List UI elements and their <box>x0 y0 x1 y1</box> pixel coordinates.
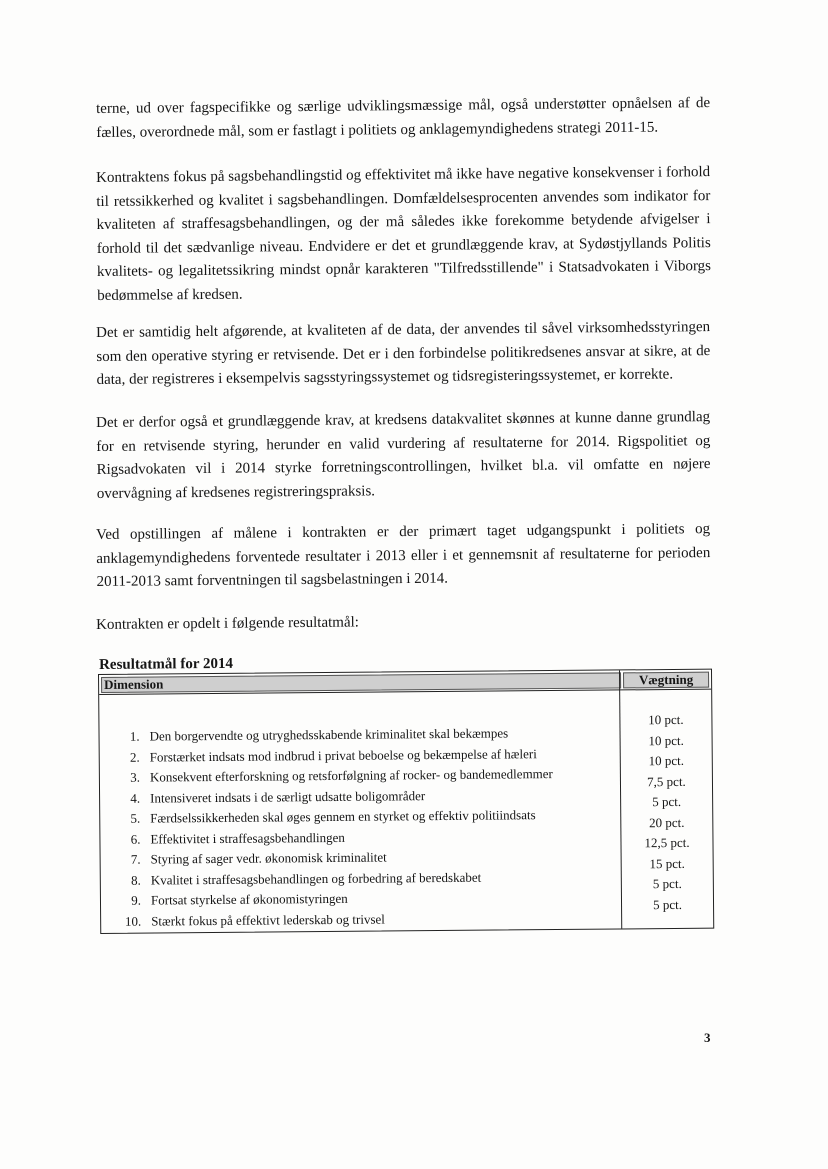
row-label: Færdselssikkerheden skal øges gennem en styrket og effektiv politiindsats <box>150 807 536 826</box>
row-label: Konsekvent efterforskning og retsforfølgning af rocker- og bandemedlemmer <box>149 766 553 785</box>
row-label: Effektivitet i straffesagsbehandlingen <box>150 829 345 847</box>
header-weight: Vægtning <box>623 672 709 689</box>
row-weight: 7,5 pct. <box>647 773 686 789</box>
row-weight: 20 pct. <box>649 814 685 830</box>
row-number: 5. <box>130 810 141 826</box>
row-weight: 5 pct. <box>652 875 682 892</box>
row-weight: 10 pct. <box>648 711 684 728</box>
row-weight: 5 pct. <box>653 896 683 912</box>
row-number: 2. <box>129 749 140 765</box>
row-number: 7. <box>130 851 141 867</box>
row-number: 6. <box>130 831 141 847</box>
row-number: 1. <box>129 728 140 744</box>
row-weight: 5 pct. <box>652 793 682 810</box>
row-label: Stærkt fokus på effektivt lederskab og trivsel <box>151 911 385 929</box>
row-label: Intensiveret indsats i de særligt udsatte boligområder <box>150 787 426 806</box>
paragraph-intro: terne, ud over fagspecifikke og særlige udviklingsmæssige mål, også understøtter opnåelsen af de fælles, overordnede mål, som er fastlagt i politiets og anklagemyndighedens strategi 2011-15. <box>96 95 711 141</box>
row-weight: 10 pct. <box>648 732 684 748</box>
row-label: Fortsat styrkelse af økonomistyringen <box>150 890 348 908</box>
row-weight: 10 pct. <box>648 752 685 769</box>
paragraph-data-quality: Det er samtidig helt afgørende, at kvaliteten af de data, der anvendes til såvel virksomhedsstyringen som den operative styring er retvisende. Det er i den forbindelse politikredsenes ansvar at sikre, at de data, der registreres i eksempelvis sagsstyringssystemet og tidsregisteringssystemet, er korrekte. <box>96 319 711 388</box>
row-label: Den borgervendte og utryghedsskabende kriminalitet skal bekæmpes <box>149 725 509 744</box>
table-title: Resultatmål for 2014 <box>99 655 234 673</box>
row-weight: 12,5 pct. <box>644 834 690 851</box>
weight-list <box>620 710 713 916</box>
paragraph-goal-setting: Ved opstillingen af målene i kontrakten er der primært taget udgangspunkt i politiets og anklagemyndighedens forventede resultater i 2013 eller i et gennemsnit af resultaterne for perioden 2011-2013 samt forventningen til sagsbelastningen i 2014. <box>96 521 711 590</box>
page-number: 3 <box>704 1030 711 1045</box>
header-dimension: Dimension <box>101 672 621 693</box>
row-number: 3. <box>130 769 140 785</box>
paragraph-requirements: Det er derfor også et grundlæggende krav, at kredsens datakvalitet skønnes at kunne danne grundlag for en retvisende styring, herunder en valid vurdering af resultaterne for 2014. Rigspolitiet og Rigsadvokaten vil i 2014 styrke forretningscontrollingen, hvilket bl.a. vil omfatte en nøjere overvågning af kredsenes registreringspraksis. <box>96 409 711 502</box>
row-label: Kvalitet i straffesagsbehandlingen og forbedring af beredskabet <box>150 869 482 888</box>
row-label: Forstærket indsats mod indbrud i privat beboelse og bekæmpelse af hæleri <box>149 745 537 765</box>
row-number: 10. <box>124 913 142 929</box>
row-number: 9. <box>131 892 142 908</box>
paragraph-focus: Kontraktens fokus på sagsbehandlingstid og effektivitet må ikke have negative konsekvenser i forhold til retssikkerhed og kvalitet i sagsbehandlingen. Domfældelsesprocenten anvendes som indikator for kvaliteten af straffesagsbehandlingen, og der må således ikke forekomme betydende afvigelser i forhold til det sædvanlige niveau. Endvidere er det et grundlæggende krav, at Sydøstjyllands Politis kvalitets- og legalitetssikring mindst opnår karakteren "Tilfredsstillende" i Statsadvokaten i Viborgs bedømmelse af kredsen. <box>96 164 712 304</box>
row-label: Styring af sager vedr. økonomisk kriminalitet <box>150 849 387 867</box>
results-table <box>98 669 714 934</box>
row-number: 4. <box>130 790 141 806</box>
row-weight: 15 pct. <box>649 855 685 871</box>
paragraph-contract-split: Kontrakten er opdelt i følgende resultatmål: <box>96 614 360 633</box>
row-number: 8. <box>130 872 141 888</box>
